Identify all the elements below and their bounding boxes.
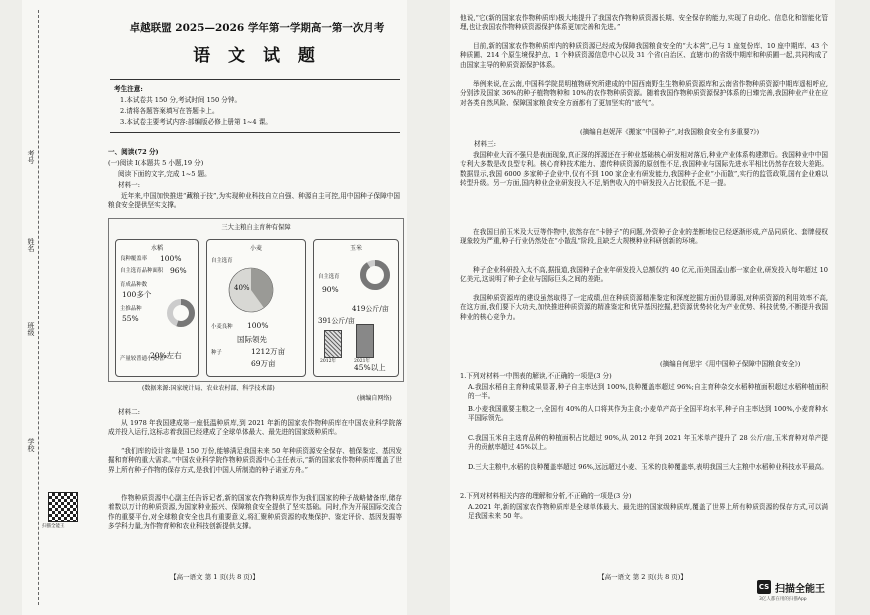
section-sub: (一)阅读 I(本题共 5 小题,19 分) [108, 159, 204, 167]
exam-title: 卓越联盟 2025—2026 学年第一学期高一第一次月考 [129, 22, 385, 34]
p2-source-2: (摘编自何思宇《用中国种子保障中国粮食安全》) [660, 360, 801, 368]
rice-label-1: 良种覆盖率 [120, 256, 147, 262]
label-banji: 班级 [27, 322, 35, 336]
exam-page-1 [22, 0, 407, 615]
wheat-value-2: 100% [247, 321, 269, 330]
q1-option-a: A.我国水稻自主育种成果显著,种子自主率达到 100%,良种覆盖率超过 96%;自主育种杂交水稻种植面积超过水稻种植面积的一半。 [468, 383, 828, 401]
rice-name: 水稻 [150, 245, 163, 252]
header [107, 20, 407, 66]
exam-page-2 [450, 0, 835, 615]
material-3-para-2: 在我国目前玉米及大豆等作物中,依然存在“卡脖子”的问题,外资种子企业的垄断地位已经逐渐形成,产品同质化、套牌侵权现象较为严重,种子行业仍然处在“小散乱”阶段,且缺乏大规模种业科研创新的环境。 [460, 228, 828, 246]
rice-panel [115, 239, 199, 377]
watermark-sub: 3亿人都在用的扫描App [759, 597, 807, 602]
notice-item-2: 2.请将各题答案填写在答题卡上。 [120, 107, 219, 115]
label-kaohao: 考号 [27, 150, 35, 164]
question-2: 2.下列对材料相关内容的理解和分析,不正确的一项是(3 分) [460, 492, 632, 500]
wheat-value-1: 40% [234, 284, 250, 292]
rice-label-4: 主推品种 [120, 306, 142, 312]
section-read: 一、阅读(72 分) [108, 148, 159, 156]
extra-label: 产量较普通小麦增产 [120, 356, 169, 362]
rice-label-3: 育成品种数 [120, 282, 147, 288]
binding-gutter [22, 0, 42, 615]
rice-value-4: 55% [122, 314, 139, 323]
rice-value-1: 100% [160, 254, 182, 263]
material-3-para-1: 我国种业大而不强只是表面现象,真正深的挥源还在于种业基础核心研发相对落后,种业产业体系构建滞后。我国种业中中国专利大多数是改良型专利。核心育种技术能力、遗传种质资源的原创性不足,我国种业与国际先进水平相比仍然存在较大差距。数据显示,我国 6000 多家种子企业中,仅有不到 100 家企业有研发能力,我国种子企业“小而散”,实行的监管政策,国有企业难以转型升级。另一方面,国内种业企业研发投入不足,销售收入的中研发投入占比很低,不足一提。 [460, 151, 828, 188]
cut-line [38, 10, 39, 605]
figure-frame [108, 218, 404, 382]
qr-code-icon [48, 492, 78, 522]
divider [110, 132, 400, 133]
p2-para-3: 举例来说,在云南,中国科学院昆明植物研究所建成的中国西南野生生物种质资源库和云南省作物种质资源中期库遥相呼应,分别涉及国家 36%的种子植物物种和 10%的农作物种质资源。随着我国作物种质资源保护体系的日臻完善,我国种业产业在应对各类自然风险、保障国家粮食安全方面都有了更加坚实的“底气”。 [460, 80, 828, 107]
corn-label-1: 自主选育 [318, 274, 340, 280]
corn-bar-2012 [324, 330, 342, 358]
corn-year-2: 2021年 [354, 359, 370, 364]
corn-value-2: 419公斤/亩 [352, 305, 389, 313]
qr-caption: 扫描全能王 [42, 524, 65, 529]
material-2-para-3: 作物种质资源中心副主任告诉记者,新的国家农作物种质库作为我们国家的种子战略储备库,储存着数以万计的种质资源,为国家种业振兴、保障粮食安全提供了坚实基础。同时,作为开展国际交流合作的重要平台,对全球粮食安全也具有重要意义,将汇聚种质资源的收集保护、鉴定评价、基因发掘等多学科力量,为作物育种和农业科技创新提供支撑。 [108, 494, 402, 531]
p2-para-2: 目前,新的国家农作物种质库内的种质资源已经成为保障我国粮食安全的“大本营”,已与 1 座复份库、10 座中期库、43 个种质圃、214 个原生境保护点、1 个种质资源信息中心以及 31 个省(自治区、直辖市)的省级中期库和种质圃一起,共同构成了由国家主导的种质资源保护体系。 [460, 42, 828, 69]
material-2-label: 材料二: [118, 408, 141, 416]
corn-donut [358, 258, 392, 292]
rice-label-2: 自主选育品种面积 [120, 268, 164, 274]
corn-value-3: 391公斤/亩 [318, 317, 355, 325]
question-1: 1.下列对材料一中图表的解读,不正确的一项是(3 分) [460, 372, 612, 380]
material-3-para-3: 种子企业科研投入太不高,据报道,我国种子企业年研发投入总额仅约 40 亿元,而美国孟山都一家企业,研发投入每年超过 10 亿美元,这说明了种子企业与国际巨头之间的差距。 [460, 266, 828, 284]
material-3-label: 材料三: [474, 140, 497, 148]
figure-title: 三大主粮自主育种有保障 [221, 224, 291, 231]
wheat-value-5: 69万亩 [251, 359, 276, 368]
extra-value: 20%左右 [150, 351, 182, 360]
corn-panel [313, 239, 399, 377]
material-2-para-2: “我们库的设计容量是 150 万份,能够满足我国未来 50 年种质资源安全保存、植保鉴定、基因发掘和育种的重大需求。”中国农业科学院作物种质资源中心主任表示,“新的国家农作物种质库覆盖了世界上所有种子作物的保存方式,是我们中国人所制造的种子诺亚方舟。” [108, 447, 402, 474]
divider [110, 79, 400, 80]
wheat-panel [206, 239, 306, 377]
figure-edit: (摘编自网络) [357, 395, 392, 402]
label-xuexiao: 学校 [27, 438, 35, 452]
cs-logo-icon: CS [757, 580, 771, 594]
material-1-text: 近年来,中国加快推进“藏粮于技”,为实现种业科技自立自强、种源自主可控,用中国种子保障中国粮食安全提供坚实支撑。 [108, 192, 400, 210]
corn-value-4: 45%以上 [354, 363, 386, 372]
footer-right: 【高一语文 第 2 页(共 8 页)】 [598, 573, 687, 581]
corn-name: 玉米 [349, 245, 362, 252]
q1-option-c: C.我国玉米自主选育品种的种植面积占比超过 90%,从 2012 年到 2021 年玉米单产提升了 28 公斤/亩,玉米育种对单产提升的贡献率超过 45%以上。 [468, 434, 828, 452]
notice-item-3: 3.本试卷主要考试内容:部编版必修上册第 1~4 课。 [120, 118, 272, 126]
rice-value-2: 96% [170, 266, 187, 275]
material-2-para-1: 从 1978 年我国建成第一座低温种质库,到 2021 年新的国家农作物种质库在中国农业科学院落成并投入运行,这标志着我国已经建成了全球单体最大、最先进的国家级种质库。 [108, 419, 402, 437]
wheat-value-4: 1212万亩 [251, 347, 286, 356]
corn-bar-2021 [356, 324, 374, 358]
rice-value-3: 100多个 [122, 290, 152, 299]
section-instr: 阅读下面的文字,完成 1~5 题。 [118, 170, 211, 178]
rice-donut [166, 298, 196, 328]
q2-option-a: A.2021 年,新的国家农作物种质库是全球单体最大、最先进的国家级种质库,覆盖了世界上所有种质资源的保存方式,可以满足我国未来 50 年。 [468, 503, 828, 521]
notice-title: 考生注意: [114, 85, 143, 93]
q1-option-d: D.三大主粮中,水稻的良种覆盖率超过 96%,远远超过小麦、玉米的良种覆盖率,表明我国三大主粮中水稻种业科技水平最高。 [468, 463, 828, 471]
wheat-label-3: 国际领先 [237, 335, 267, 344]
p2-source-1: (摘编自赵妮萍《搬家“中国种子”,对我国粮食安全有多重要?》) [580, 128, 760, 136]
figure-source: (数据来源:国家统计局、农业农村部、科学技术部) [142, 385, 275, 392]
notice-item-1: 1.本试卷共 150 分,考试时间 150 分钟。 [120, 96, 242, 104]
watermark-name: 扫描全能王 [775, 584, 825, 595]
wheat-name: 小麦 [249, 245, 262, 252]
q1-option-b: B.小麦我国重要主粮之一,全国有 40%的人口将其作为主食;小麦单产高于全国平均水平,种子自主率达到 100%,小麦育种水平国际领先。 [468, 405, 828, 423]
p2-para-1: 他说,“它(新的国家农作物种质库)极大地提升了我国农作物种质资源长期、安全保存的能力,实现了自动化、信息化和智能化管理,也让我国农作物种质资源保护体系更加完善和先进。” [460, 14, 828, 32]
label-xingming: 姓名 [27, 238, 35, 252]
corn-year-1: 2012年 [320, 359, 336, 364]
subject-title: 语 文 试 题 [193, 46, 321, 66]
wheat-label-2: 小麦良种 [211, 324, 233, 330]
material-3-para-4: 我国种质资源库的建设虽然取得了一定成绩,但在种质资源精准鉴定和深度挖掘方面仍显薄弱,对种质资源的利用效率不高,在这方面,我们要下大功夫,加快推进种质资源的精准鉴定和优异基因挖掘,把资源优势转化为产业优势、科技优势,不断提升我国种业的核心竞争力。 [460, 294, 828, 321]
material-1-label: 材料一: [118, 181, 141, 189]
wheat-label-1: 自主选育 [211, 258, 233, 264]
footer-left: 【高一语文 第 1 页(共 8 页)】 [170, 573, 259, 581]
corn-value-1: 90% [322, 285, 339, 294]
wheat-label-4: 种子 [211, 350, 222, 356]
